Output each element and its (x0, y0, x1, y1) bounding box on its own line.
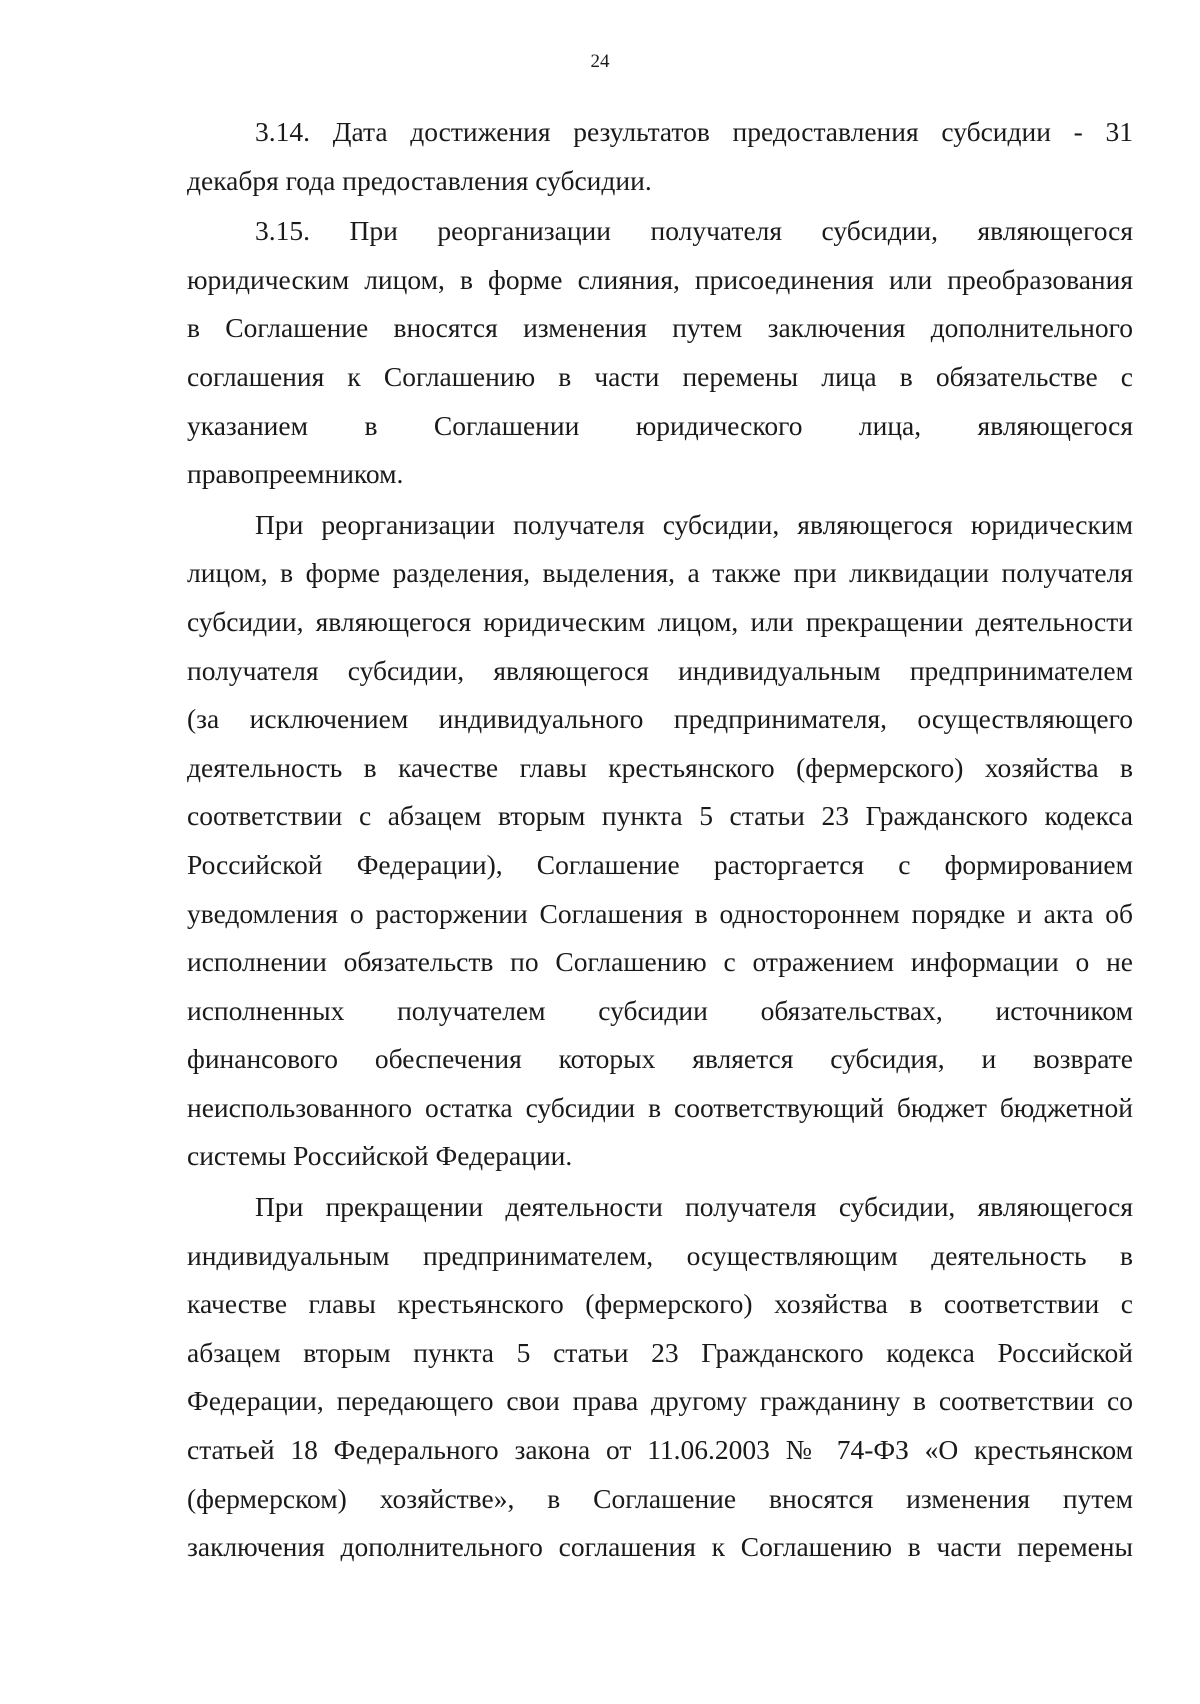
document-body (187, 108, 1133, 1572)
text-line: неиспользованного остатка субсидии в соответствующий бюджет бюджетной (187, 1091, 1133, 1123)
text-line: заключения дополнительного соглашения к Соглашению в части перемены (187, 1531, 1133, 1563)
text-line: исполнении обязательств по Соглашению с отражением информации о не (187, 946, 1133, 978)
text-line: правопреемником. (187, 458, 404, 490)
text-line: указанием в Соглашении юридического лица, являющегося (187, 409, 1133, 441)
text-line: юридическим лицом, в форме слияния, присоединения или преобразования (187, 263, 1133, 295)
text-line: Федерации, передающего свои права другому гражданину в соответствии со (187, 1385, 1133, 1417)
text-line: соответствии с абзацем вторым пункта 5 статьи 23 Гражданского кодекса (187, 800, 1133, 832)
text-line: Российской Федерации), Соглашение расторгается с формированием (187, 848, 1133, 880)
text-line: индивидуальным предпринимателем, осуществляющим деятельность в (187, 1239, 1133, 1271)
text-line: субсидии, являющегося юридическим лицом, или прекращении деятельности (187, 605, 1133, 637)
text-line: декабря года предоставления субсидии. (187, 164, 652, 196)
paragraph-3-15 (187, 207, 1133, 499)
text-line: системы Российской Федерации. (187, 1140, 573, 1172)
text-line: (фермерском) хозяйстве», в Соглашение вносятся изменения путем (187, 1482, 1133, 1514)
text-line: лицом, в форме разделения, выделения, а также при ликвидации получателя (187, 557, 1133, 589)
paragraph-3-14 (187, 108, 1133, 205)
page-number: 24 (590, 51, 610, 72)
text-line: исполненных получателем субсидии обязательствах, источником (187, 994, 1133, 1026)
text-line: абзацем вторым пункта 5 статьи 23 Гражданского кодекса Российской (187, 1336, 1133, 1368)
text-line: финансового обеспечения которых является субсидия, и возврате (187, 1043, 1133, 1075)
text-line: 3.15. При реорганизации получателя субсидии, являющегося (255, 215, 1133, 247)
text-line: качестве главы крестьянского (фермерского) хозяйства в соответствии с (187, 1288, 1133, 1320)
text-line: уведомления о расторжении Соглашения в одностороннем порядке и акта об (187, 897, 1133, 929)
text-line: в Соглашение вносятся изменения путем заключения дополнительного (187, 312, 1133, 344)
text-line: соглашения к Соглашению в части перемены лица в обязательстве с (187, 360, 1133, 392)
text-line: При прекращении деятельности получателя субсидии, являющегося (255, 1191, 1133, 1223)
text-line: (за исключением индивидуального предпринимателя, осуществляющего (187, 703, 1133, 735)
paragraph-termination (187, 1183, 1133, 1572)
text-line: деятельность в качестве главы крестьянского (фермерского) хозяйства в (187, 751, 1133, 783)
text-line: статьей 18 Федерального закона от 11.06.2003 № 74-ФЗ «О крестьянском (187, 1434, 1133, 1466)
text-line: 3.14. Дата достижения результатов предоставления субсидии - 31 (255, 116, 1133, 147)
paragraph-reorganization (187, 501, 1133, 1181)
text-line: При реорганизации получателя субсидии, являющегося юридическим (255, 508, 1133, 540)
text-line: получателя субсидии, являющегося индивидуальным предпринимателем (187, 654, 1133, 686)
